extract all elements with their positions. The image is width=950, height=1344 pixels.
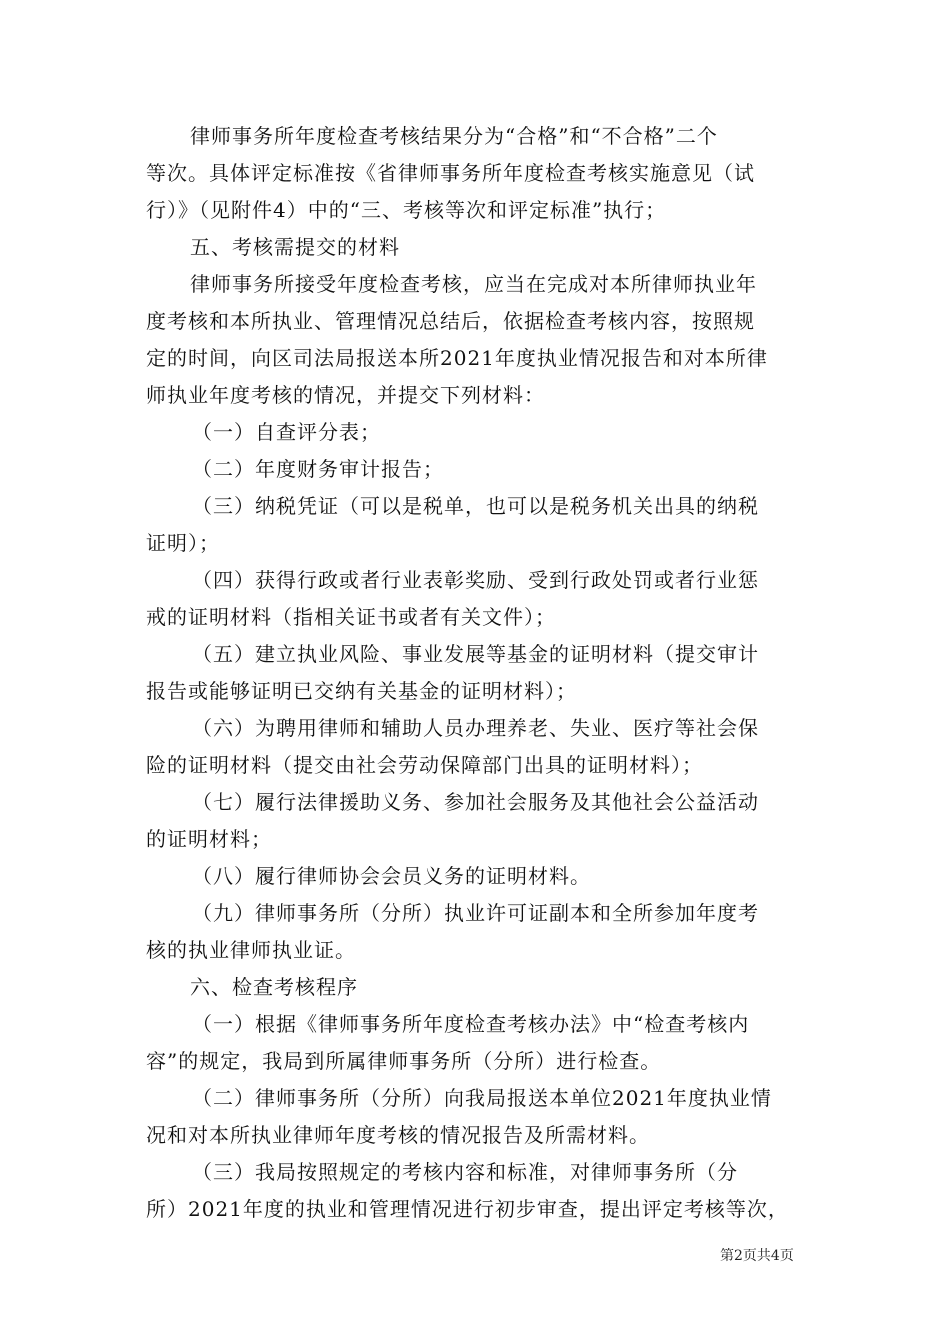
text-line: 律师事务所年度检查考核结果分为“合格”和“不合格”二个: [190, 124, 718, 148]
list-item: （九）律师事务所（分所）执业许可证副本和全所参加年度考: [192, 901, 759, 925]
text-line: 容”的规定，我局到所属律师事务所（分所）进行检查。: [146, 1049, 662, 1073]
text-line: 度考核和本所执业、管理情况总结后，依据检查考核内容，按照规: [146, 309, 755, 333]
text-line: 报告或能够证明已交纳有关基金的证明材料）；: [146, 679, 577, 703]
list-item: （二）年度财务审计报告；: [192, 457, 444, 481]
list-item: （五）建立执业风险、事业发展等基金的证明材料（提交审计: [192, 642, 759, 666]
text-line: 的证明材料；: [146, 827, 272, 851]
list-item: （一）自查评分表；: [192, 420, 381, 444]
list-item: （三）纳税凭证（可以是税单，也可以是税务机关出具的纳税: [192, 494, 759, 518]
page-number: 第2页共4页: [720, 1248, 794, 1264]
text-line: 行）》（见附件4）中的“三、考核等次和评定标准”执行；: [146, 198, 667, 222]
list-item: （六）为聘用律师和辅助人员办理养老、失业、医疗等社会保: [192, 716, 759, 740]
text-line: 等次。具体评定标准按《省律师事务所年度检查考核实施意见（试: [146, 161, 755, 185]
list-item: （一）根据《律师事务所年度检查考核办法》中“检查考核内: [192, 1012, 750, 1036]
text-line: 证明）；: [146, 531, 220, 555]
text-line: 定的时间，向区司法局报送本所2021年度执业情况报告和对本所律: [146, 346, 768, 370]
list-item: （三）我局按照规定的考核内容和标准，对律师事务所（分: [192, 1160, 738, 1184]
list-item: （四）获得行政或者行业表彰奖励、受到行政处罚或者行业惩: [192, 568, 759, 592]
list-item: （七）履行法律援助义务、参加社会服务及其他社会公益活动: [192, 790, 759, 814]
text-line: 戒的证明材料（指相关证书或者有关文件）；: [146, 605, 556, 629]
text-line: 师执业年度考核的情况，并提交下列材料：: [146, 383, 545, 407]
text-line: 险的证明材料（提交由社会劳动保障部门出具的证明材料）；: [146, 753, 703, 777]
text-line: 核的执业律师执业证。: [146, 938, 356, 962]
text-line: 所）2021年度的执业和管理情况进行初步审查，提出评定考核等次，: [146, 1197, 789, 1221]
section-heading: 六、检查考核程序: [190, 975, 358, 999]
list-item: （二）律师事务所（分所）向我局报送本单位2021年度执业情: [192, 1086, 772, 1110]
list-item: （八）履行律师协会会员义务的证明材料。: [192, 864, 591, 888]
text-line: 况和对本所执业律师年度考核的情况报告及所需材料。: [146, 1123, 650, 1147]
section-heading: 五、考核需提交的材料: [190, 235, 400, 259]
text-line: 律师事务所接受年度检查考核，应当在完成对本所律师执业年: [190, 272, 757, 296]
